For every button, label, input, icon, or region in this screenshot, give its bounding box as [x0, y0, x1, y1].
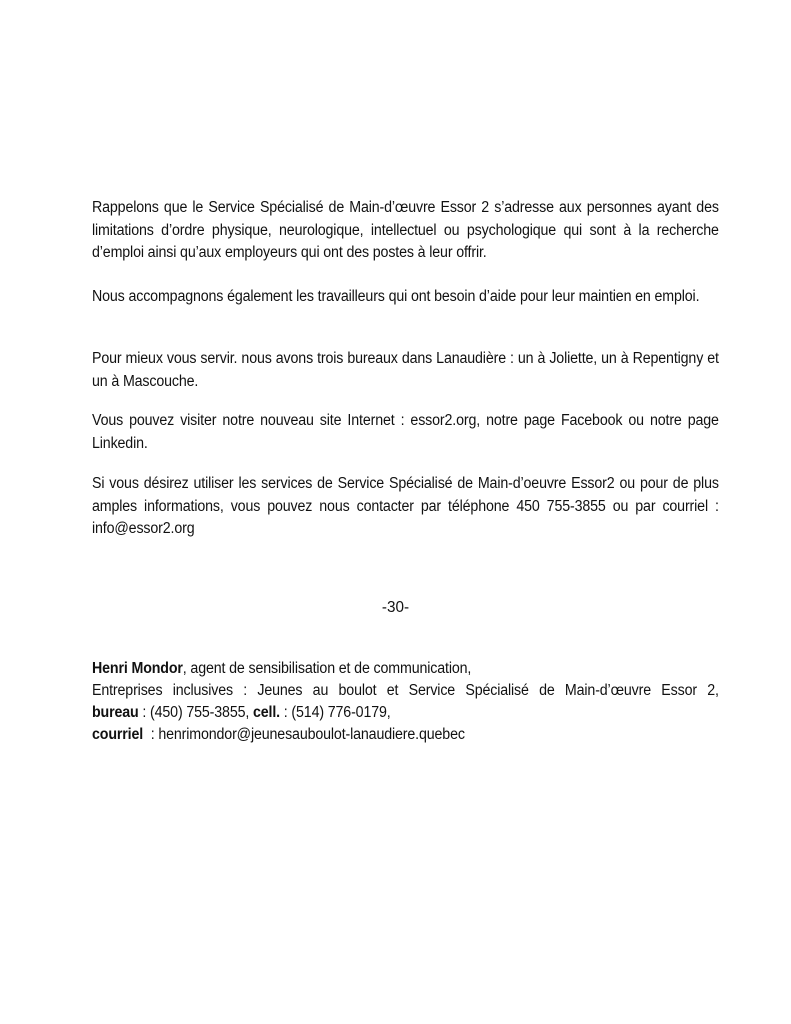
email-value: : henrimondor@jeunesauboulot-lanaudiere.quebec: [143, 726, 465, 743]
end-marker: -30-: [381, 599, 410, 616]
signature-title: , agent de sensibilisation et de communication,: [182, 660, 472, 677]
paragraph-contact: Si vous désirez utiliser les services de Service Spécialisé de Main-d’oeuvre Essor2 ou pour de plus amples informations, vous pouvez nous contacter par téléphone 450 755-3855 ou par courriel : info@essor2.org: [92, 475, 719, 537]
office-value: : (450) 755-3855,: [138, 704, 254, 721]
cell-label: cell.: [253, 704, 280, 721]
cell-value: : (514) 776-0179,: [279, 704, 391, 721]
paragraph-intro: Rappelons que le Service Spécialisé de Main-d’œuvre Essor 2 s’adresse aux personnes ayant des limitations d’ordre physique, neurologique, intellectuel ou psychologique qui sont à la recherche d’emploi ainsi qu’aux employeurs qui ont des postes à leur offrir.: [92, 199, 719, 261]
signature-block: [92, 658, 719, 746]
signature-name: Henri Mondor: [92, 660, 183, 677]
paragraph-support: Nous accompagnons également les travailleurs qui ont besoin d’aide pour leur maintien en emploi.: [92, 288, 700, 305]
paragraph-offices: Pour mieux vous servir. nous avons trois bureaux dans Lanaudière : un à Joliette, un à Repentigny et un à Mascouche.: [92, 350, 719, 390]
email-label: courriel: [92, 726, 144, 743]
signature-organization: Entreprises inclusives : Jeunes au boulot et Service Spécialisé de Main-d’œuvre Essor 2,: [92, 682, 719, 699]
paragraph-website: Vous pouvez visiter notre nouveau site Internet : essor2.org, notre page Facebook ou notre page Linkedin.: [92, 412, 719, 452]
signature-name-line: [92, 658, 719, 680]
signature-email-line: [92, 724, 719, 746]
signature-phone-line: [92, 702, 719, 724]
office-label: bureau: [92, 704, 139, 721]
